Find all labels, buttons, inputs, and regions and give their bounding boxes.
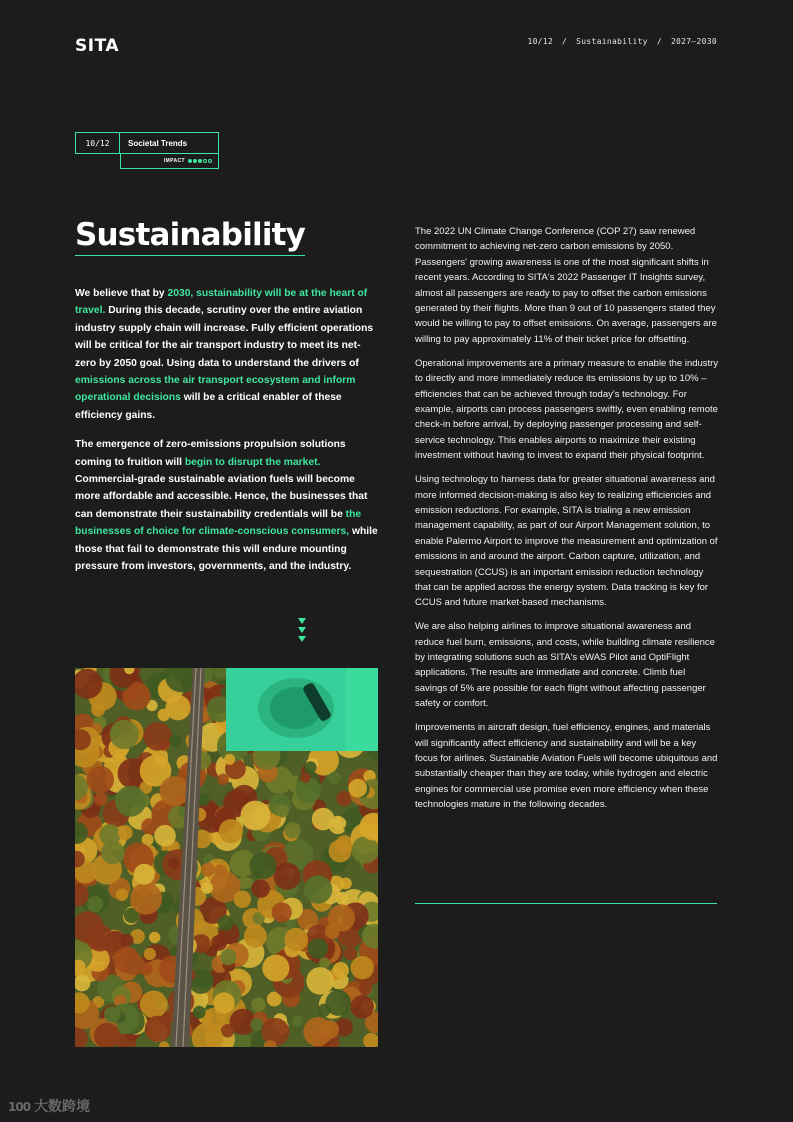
ev-charger-overlay-image [226, 668, 378, 751]
scroll-down-arrows-icon [296, 618, 308, 645]
arrow-down-icon [298, 618, 306, 624]
breadcrumb-separator: / [656, 37, 662, 46]
intro-paragraph [75, 285, 381, 424]
arrow-down-icon [298, 636, 306, 642]
body-paragraph: We are also helping airlines to improve situational awareness and reduce fuel burn, emissions, and costs, while building climate resilience by integrating solutions such as SITA's eWAS Pilot and OptiFlight applications. The results are immediate and concrete. Climb fuel savings of 5% are possible for each flight without affecting passenger safety or comfort. [415, 621, 715, 710]
body-paragraph: Operational improvements are a primary measure to enable the industry to directly and more immediately reduce its emissions by up to 10% – efficiencies that can be achieved through today's technology. For example, airports can process passengers swiftly, even enabling remote check-in before arrival, by deploying passenger processing and self-service technology. This enables airports to maximize their existing investment without having to invest to expand their physical footprint. [415, 357, 719, 462]
breadcrumb-separator: / [562, 37, 568, 46]
intro-text: During this decade, scrutiny over the entire aviation industry supply chain will increase. Fully efficient operations will be critical for the air transport industry to meet its net-zero by 2050 goal. Using data to understand the drivers of [75, 305, 374, 369]
watermark-text: 大数跨境 [34, 1099, 91, 1115]
impact-rating [120, 154, 219, 169]
body-paragraph: The 2022 UN Climate Change Conference (COP 27) saw renewed commitment to achieving net-zero carbon emissions by 2050. Passengers' growing awareness is one of the most significant shifts in recent years. According to SITA's 2022 Passenger IT Insights survey, almost all passengers are ready to pay to offset the carbon emissions generated by their flights. More than 9 out of 10 passengers stated they would be willing to pay to offset emissions. On average, passengers are willing to pay approximately 11% of their ticket price for offsetting. [415, 226, 717, 345]
impact-dot-filled-icon [198, 159, 202, 163]
trend-category: Societal Trends [120, 132, 219, 154]
breadcrumb-period: 2027–2030 [670, 37, 717, 46]
breadcrumb-section: Sustainability [576, 37, 648, 46]
trend-number: 10/12 [75, 132, 120, 154]
intro-highlight: begin to disrupt the market. [184, 456, 321, 468]
body-paragraph: Improvements in aircraft design, fuel efficiency, engines, and materials will significantly affect efficiency and sustainability and will be a key focus for airlines. Sustainable Aviation Fuels will become ubiquitous and substantially cheaper than they are today, while hydrogen and electric engines for commercial use promise even more efficiency when these technologies mature in the following decades. [415, 722, 718, 811]
impact-dot-empty-icon [208, 159, 212, 163]
intro-highlight: the businesses of choice for climate-conscious consumers, [75, 508, 362, 538]
impact-dot-empty-icon [203, 159, 207, 163]
impact-dots [188, 159, 212, 163]
breadcrumb-page: 10/12 [527, 37, 554, 46]
intro-text: will be a critical enabler of these efficiency gains. [75, 392, 342, 421]
page-title: Sustainability [75, 216, 305, 256]
watermark-logo: 100 [8, 1100, 31, 1114]
watermark [8, 1096, 90, 1116]
intro-column [75, 285, 381, 588]
impact-label: IMPACT [163, 158, 185, 164]
body-paragraph: Using technology to harness data for greater situational awareness and more informed decision-making is also key to realizing efficiencies and emission reductions. For example, SITA is trialing a new emission management capability, as part of our Airport Management solution, to enable Palermo Airport to improve the measurement and optimization of emissions in and around the airport. Carbon capture, utilization, and sequestration (CCUS) is an important emission reduction technology that can be applied across the energy system. Data tracking is key for CCUS and future market-based mechanisms. [415, 474, 718, 609]
intro-highlight: emissions across the air transport ecosystem and inform operational decisions [75, 375, 356, 404]
section-divider [415, 903, 717, 904]
breadcrumb [527, 37, 717, 46]
intro-text: The emergence of zero-emissions propulsion solutions coming to fruition will [75, 439, 346, 468]
intro-paragraph [75, 436, 381, 575]
arrow-down-icon [298, 627, 306, 633]
intro-text: Commercial-grade sustainable aviation fuels will become more affordable and accessible. Hence, the businesses that can demonstrate their sustainability credentials will be [75, 474, 368, 520]
intro-highlight: 2030, sustainability will be at the heart of travel. [75, 288, 368, 317]
ev-charger-illustration [226, 668, 378, 751]
impact-dot-filled-icon [188, 159, 192, 163]
body-column [415, 224, 720, 821]
impact-dot-filled-icon [193, 159, 197, 163]
intro-text: while those that fail to demonstrate this will endure mounting pressure from investors, governments, and the industry. [75, 526, 378, 573]
sita-logo: SITA [75, 36, 120, 56]
intro-text: We believe that by [75, 288, 168, 299]
